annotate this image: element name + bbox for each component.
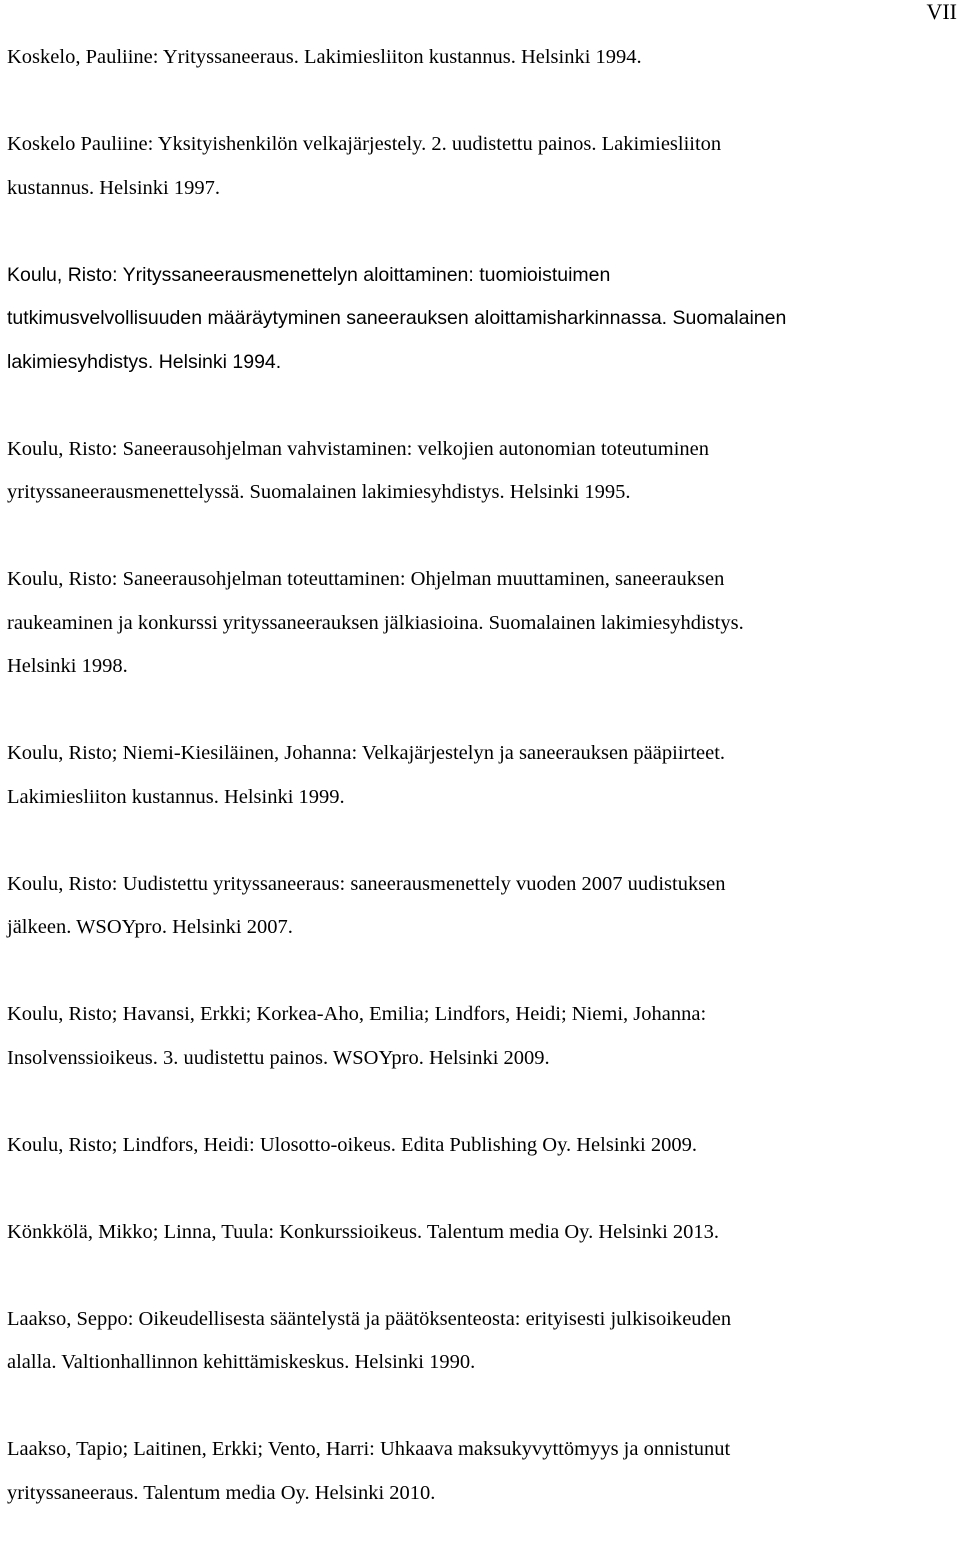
- bibliography-entry: [7, 993, 947, 1080]
- entry-line: Helsinki 1998.: [7, 655, 128, 677]
- bibliography-entry: [7, 558, 947, 689]
- entry-line: Insolvenssioikeus. 3. uudistettu painos. WSOYpro. Helsinki 2009.: [7, 1046, 550, 1069]
- entry-line: Koulu, Risto; Niemi-Kiesiläinen, Johanna: Velkajärjestelyn ja saneerauksen pääpiirteet.: [7, 742, 726, 764]
- entry-line: Könkkölä, Mikko; Linna, Tuula: Konkurssioikeus. Talentum media Oy. Helsinki 2013.: [7, 1220, 720, 1243]
- entry-line: Koulu, Risto; Havansi, Erkki; Korkea-Aho, Emilia; Lindfors, Heidi; Niemi, Johanna:: [7, 1003, 707, 1025]
- entry-line: Koskelo, Pauliine: Yrityssaneeraus. Lakimiesliiton kustannus. Helsinki 1994.: [7, 46, 642, 68]
- entry-line: Lakimiesliiton kustannus. Helsinki 1999.: [7, 785, 345, 808]
- bibliography-entry: [7, 863, 947, 950]
- entry-line: Koulu, Risto; Lindfors, Heidi: Ulosotto-oikeus. Edita Publishing Oy. Helsinki 2009.: [7, 1133, 697, 1156]
- bibliography-entry: [7, 254, 947, 385]
- entry-line: Koulu, Risto: Uudistettu yrityssaneeraus: saneerausmenettely vuoden 2007 uudistuksen: [7, 872, 726, 895]
- bibliography-entry: [7, 428, 947, 515]
- entry-line: tutkimusvelvollisuuden määräytyminen saneerauksen aloittamisharkinnassa. Suomalainen: [7, 307, 787, 329]
- entry-line: Laakso, Tapio; Laitinen, Erkki; Vento, Harri: Uhkaava maksukyvyttömyys ja onnistunut: [7, 1438, 731, 1460]
- entry-line: kustannus. Helsinki 1997.: [7, 176, 220, 199]
- entry-line: Laakso, Seppo: Oikeudellisesta sääntelystä ja päätöksenteosta: erityisesti julkisoikeuden: [7, 1307, 732, 1330]
- bibliography-entry: [7, 732, 947, 819]
- page-number: VII: [926, 0, 957, 24]
- entry-line: Koulu, Risto: Yrityssaneerausmenettelyn aloittaminen: tuomioistuimen: [7, 263, 611, 286]
- bibliography-entry: [7, 123, 947, 210]
- entry-line: raukeaminen ja konkurssi yrityssaneerauksen jälkiasioina. Suomalainen lakimiesyhdistys.: [7, 611, 744, 634]
- entry-line: Koskelo Pauliine: Yksityishenkilön velkajärjestely. 2. uudistettu painos. Lakimiesliiton: [7, 133, 722, 155]
- entry-line: jälkeen. WSOYpro. Helsinki 2007.: [7, 916, 293, 938]
- bibliography-entry: [7, 1124, 947, 1168]
- entry-line: alalla. Valtionhallinnon kehittämiskeskus. Helsinki 1990.: [7, 1351, 476, 1373]
- entry-line: lakimiesyhdistys. Helsinki 1994.: [7, 350, 282, 373]
- bibliography-entry: [7, 1428, 947, 1515]
- entry-line: Koulu, Risto: Saneerausohjelman toteuttaminen: Ohjelman muuttaminen, saneerauksen: [7, 568, 725, 590]
- entry-line: yrityssaneerausmenettelyssä. Suomalainen lakimiesyhdistys. Helsinki 1995.: [7, 481, 631, 503]
- bibliography-entry: [7, 36, 947, 80]
- bibliography-entry: [7, 1298, 947, 1385]
- bibliography-entry: [7, 1211, 947, 1255]
- entry-line: Koulu, Risto: Saneerausohjelman vahvistaminen: velkojien autonomian toteutuminen: [7, 437, 709, 460]
- entry-line: yrityssaneeraus. Talentum media Oy. Helsinki 2010.: [7, 1481, 436, 1504]
- bibliography-list: [7, 36, 947, 1559]
